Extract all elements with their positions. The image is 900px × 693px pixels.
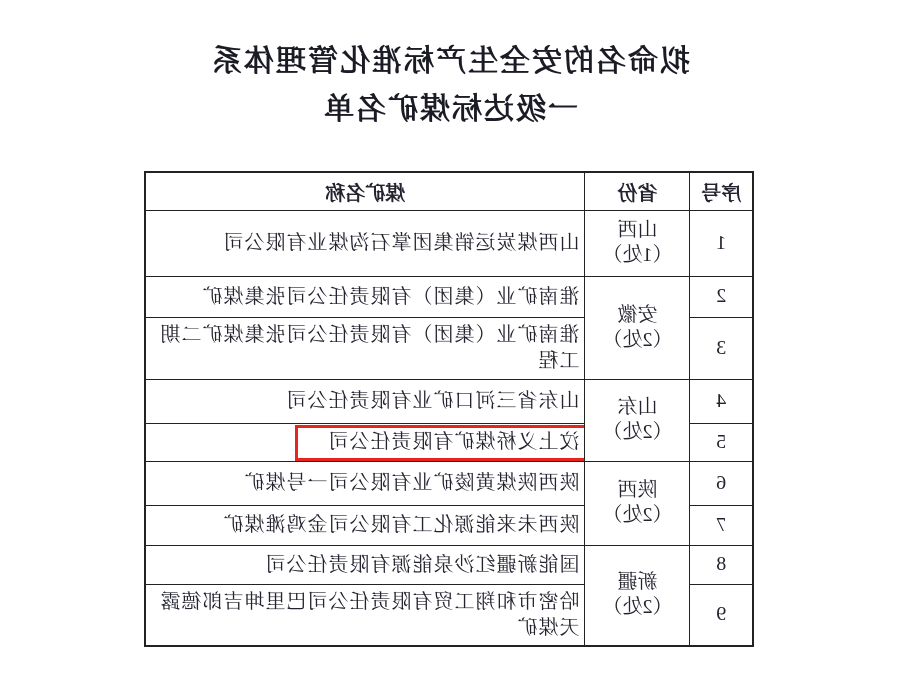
province-count: （2处） <box>602 328 673 351</box>
serial-cell: 7 <box>690 505 753 545</box>
mine-list-table <box>144 171 754 647</box>
province-count: （2处） <box>602 504 673 526</box>
page-title <box>0 38 900 134</box>
province-count: （2处） <box>602 596 673 619</box>
table-row <box>145 210 753 276</box>
header-mine-name: 煤矿名称 <box>145 172 585 210</box>
serial-cell: 9 <box>690 584 753 646</box>
mine-name-cell: 山东省三河口矿业有限责任公司 <box>145 379 585 423</box>
mine-name-cell <box>145 423 585 461</box>
serial-cell: 6 <box>690 461 753 505</box>
mine-name-cell: 淮南矿业（集团）有限责任公司张集煤矿 <box>145 276 585 317</box>
province-count: （1处） <box>602 244 673 266</box>
table-row <box>145 461 753 505</box>
province-cell <box>585 379 690 461</box>
table-row <box>145 276 753 317</box>
table-header-row <box>145 172 753 210</box>
mine-name-cell: 国能新疆红沙泉能源有限责任公司 <box>145 545 585 584</box>
table-row <box>145 545 753 584</box>
header-province: 省份 <box>585 172 690 210</box>
serial-cell: 4 <box>690 379 753 423</box>
province-cell <box>585 461 690 545</box>
mine-name-cell: 陕西陕煤黄陵矿业有限公司一号煤矿 <box>145 461 585 505</box>
province-name: 山西 <box>617 219 658 241</box>
page-title-line-2: 一级达标煤矿名单 <box>322 93 578 126</box>
table-row <box>145 379 753 423</box>
province-name: 山东 <box>617 396 658 418</box>
serial-cell: 2 <box>690 276 753 317</box>
serial-cell: 3 <box>690 317 753 379</box>
mine-name-cell: 陕西未来能源化工有限公司金鸡滩煤矿 <box>145 505 585 545</box>
province-cell <box>585 276 690 379</box>
province-name: 新疆 <box>617 571 658 594</box>
mine-name-text: 汶上义桥煤矿有限责任公司 <box>327 431 580 453</box>
serial-cell: 5 <box>690 423 753 461</box>
province-cell <box>585 545 690 646</box>
mine-name-cell: 山西煤炭运销集团掌石沟煤业有限公司 <box>145 210 585 276</box>
page-title-line-1: 拟命名的安全生产标准化管理体系 <box>210 45 690 78</box>
mine-name-cell: 哈密市和翔工贸有限责任公司巴里坤吉郎德露天煤矿 <box>145 584 585 646</box>
province-cell <box>585 210 690 276</box>
province-name: 安徽 <box>617 303 658 326</box>
province-count: （2处） <box>602 421 673 443</box>
province-name: 陕西 <box>617 479 658 501</box>
mine-name-cell: 淮南矿业（集团）有限责任公司张集煤矿二期工程 <box>145 317 585 379</box>
header-serial: 序号 <box>690 172 753 210</box>
serial-cell: 8 <box>690 545 753 584</box>
serial-cell: 1 <box>690 210 753 276</box>
